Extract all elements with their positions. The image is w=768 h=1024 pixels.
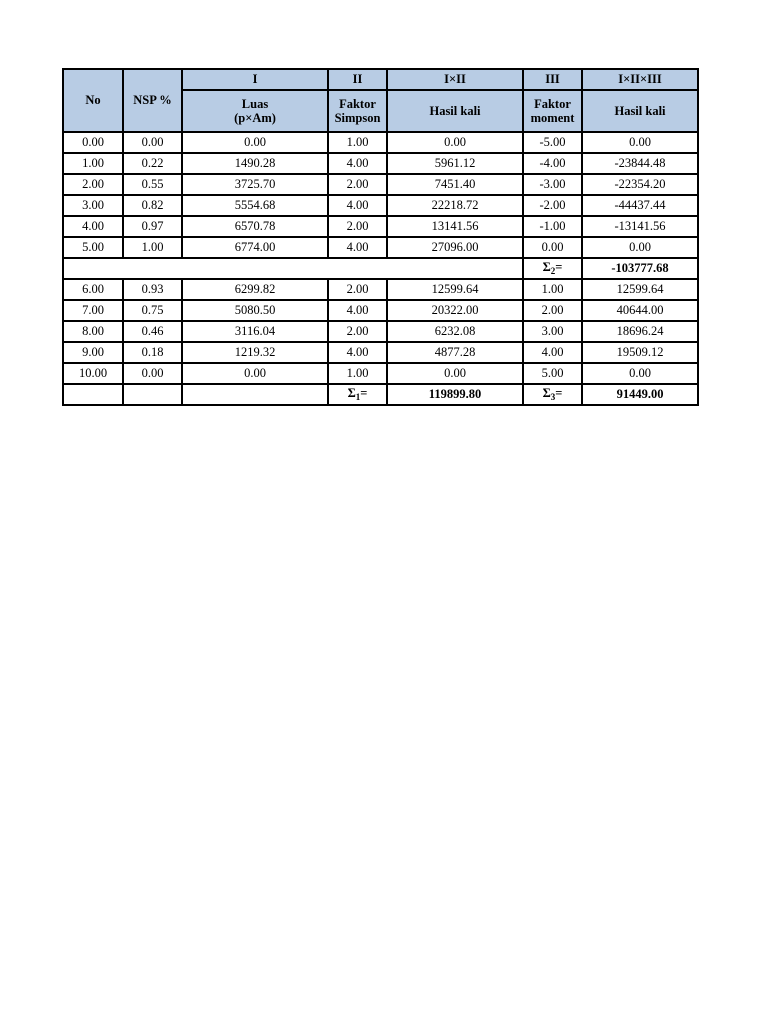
cell: 18696.24 [582,321,698,342]
cell: 6.00 [63,279,123,300]
cell: 10.00 [63,363,123,384]
cell: 12599.64 [387,279,523,300]
cell: 0.00 [582,237,698,258]
cell: 0.00 [523,237,582,258]
blank-cell [182,384,328,405]
sigma2-row [63,258,698,279]
cell: 3725.70 [182,174,328,195]
cell: 4.00 [523,342,582,363]
cell: -23844.48 [582,153,698,174]
cell: 6774.00 [182,237,328,258]
cell: -5.00 [523,132,582,153]
cell: -13141.56 [582,216,698,237]
cell: 0.00 [387,363,523,384]
table-row [63,363,698,384]
header-nsp: NSP % [123,69,182,132]
header-faktor-simpson-line2: Simpson [334,111,381,125]
header-roman-2: II [328,69,387,90]
cell: 0.93 [123,279,182,300]
sigma1-equals: = [360,386,368,401]
cell: 20322.00 [387,300,523,321]
header-luas-unit: (p×Am) [234,111,276,125]
sigma2-symbol: Σ [542,260,551,275]
cell: 1.00 [63,153,123,174]
cell: 4.00 [328,195,387,216]
cell: -1.00 [523,216,582,237]
cell: 1.00 [123,237,182,258]
header-faktor-simpson-line1: Faktor [339,96,376,111]
cell: 9.00 [63,342,123,363]
cell: 0.00 [582,132,698,153]
cell: 1219.32 [182,342,328,363]
blank-cell [63,384,123,405]
sigma3-label [523,384,582,405]
table-row [63,321,698,342]
cell: 3.00 [63,195,123,216]
sigma3-value: 91449.00 [582,384,698,405]
table-row [63,174,698,195]
cell: 0.82 [123,195,182,216]
cell: 8.00 [63,321,123,342]
sigma2-subscript: 2 [550,266,556,277]
table-row [63,342,698,363]
simpson-table [62,68,699,406]
sigma2-value: -103777.68 [582,258,698,279]
cell: 6299.82 [182,279,328,300]
cell: 0.00 [123,363,182,384]
cell: 0.22 [123,153,182,174]
header-hasil-kali-1: Hasil kali [387,90,523,132]
header-hasil-kali-2: Hasil kali [582,90,698,132]
table-row [63,237,698,258]
cell: 13141.56 [387,216,523,237]
header-roman-4: III [523,69,582,90]
cell: 5080.50 [182,300,328,321]
cell: 0.00 [387,132,523,153]
header-faktor-simpson [328,90,387,132]
cell: -3.00 [523,174,582,195]
table-row [63,300,698,321]
cell: 2.00 [328,321,387,342]
cell: 0.46 [123,321,182,342]
cell: 1.00 [328,363,387,384]
cell: 6232.08 [387,321,523,342]
cell: 0.00 [182,363,328,384]
header-luas-label: Luas [241,96,269,111]
cell: 2.00 [63,174,123,195]
table-row [63,195,698,216]
cell: 2.00 [328,174,387,195]
cell: 5.00 [523,363,582,384]
cell: 4.00 [328,237,387,258]
sigma3-equals: = [555,386,563,401]
cell: 2.00 [328,216,387,237]
cell: 5961.12 [387,153,523,174]
cell: 22218.72 [387,195,523,216]
cell: 1.00 [328,132,387,153]
header-faktor-moment [523,90,582,132]
cell: 1490.28 [182,153,328,174]
cell: -44437.44 [582,195,698,216]
cell: 4.00 [328,300,387,321]
cell: 5.00 [63,237,123,258]
table-row [63,132,698,153]
cell: 0.55 [123,174,182,195]
sigma1-symbol: Σ [347,386,356,401]
cell: -22354.20 [582,174,698,195]
cell: 3.00 [523,321,582,342]
cell: 2.00 [523,300,582,321]
cell: 27096.00 [387,237,523,258]
cell: 0.00 [182,132,328,153]
cell: 0.00 [63,132,123,153]
cell: 0.18 [123,342,182,363]
cell: 5554.68 [182,195,328,216]
cell: 0.75 [123,300,182,321]
sigma3-symbol: Σ [542,386,551,401]
table-row [63,279,698,300]
table-row [63,153,698,174]
cell: 4877.28 [387,342,523,363]
totals-row [63,384,698,405]
cell: 6570.78 [182,216,328,237]
sigma2-equals: = [555,260,563,275]
cell: 40644.00 [582,300,698,321]
header-roman-1: I [182,69,328,90]
cell: 2.00 [328,279,387,300]
cell: 3116.04 [182,321,328,342]
sigma1-label [328,384,387,405]
cell: 4.00 [328,342,387,363]
cell: 0.00 [582,363,698,384]
header-faktor-moment-line1: Faktor [534,96,571,111]
header-roman-3: I×II [387,69,523,90]
blank-cell [123,384,182,405]
cell: -2.00 [523,195,582,216]
cell: 0.97 [123,216,182,237]
cell: 7451.40 [387,174,523,195]
table-row [63,216,698,237]
blank-cell [63,258,523,279]
cell: 1.00 [523,279,582,300]
header-no: No [63,69,123,132]
cell: 4.00 [63,216,123,237]
sigma2-label [523,258,582,279]
cell: 4.00 [328,153,387,174]
cell: -4.00 [523,153,582,174]
sigma1-value: 119899.80 [387,384,523,405]
sigma3-subscript: 3 [550,392,556,403]
header-roman-5: I×II×III [582,69,698,90]
cell: 19509.12 [582,342,698,363]
header-faktor-moment-line2: moment [530,111,575,125]
header-luas [182,90,328,132]
cell: 7.00 [63,300,123,321]
cell: 12599.64 [582,279,698,300]
cell: 0.00 [123,132,182,153]
sigma1-subscript: 1 [355,392,361,403]
